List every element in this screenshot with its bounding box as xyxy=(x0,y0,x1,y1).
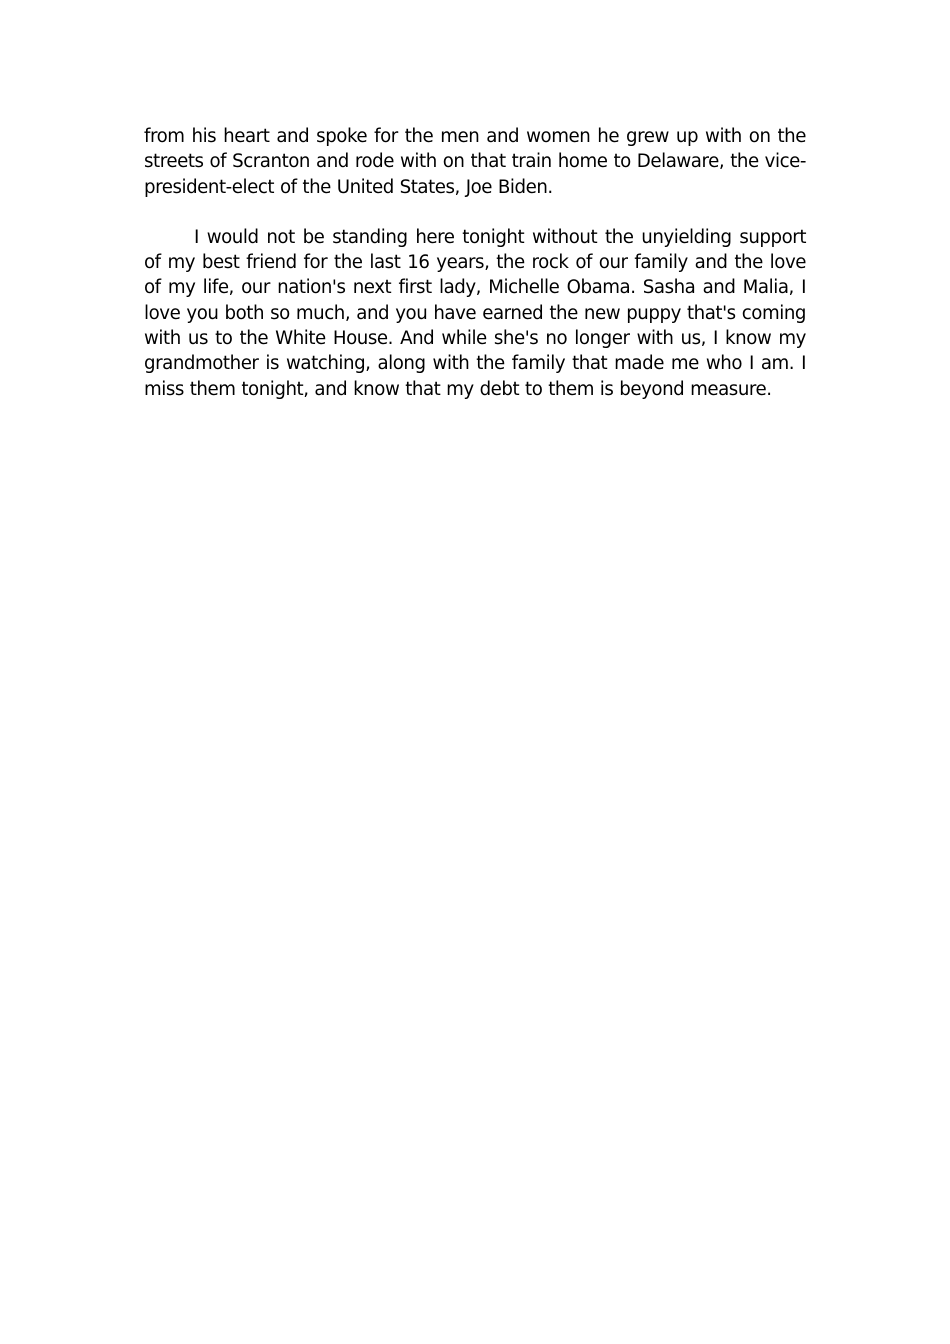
document-body xyxy=(144,124,806,402)
paragraph-indented: I would not be standing here tonight without the unyielding support of my best friend for the last 16 years, the rock of our family and the love of my life, our nation's next first lady, Michelle Obama. Sasha and Malia, I love you both so much, and you have earned the new puppy that's coming with us to the White House. And while she's no longer with us, I know my grandmother is watching, along with the family that made me who I am. I miss them tonight, and know that my debt to them is beyond measure. xyxy=(144,226,806,400)
paragraph-continued: from his heart and spoke for the men and women he grew up with on the streets of Scranton and rode with on that train home to Delaware, the vice-president-elect of the United States, Joe Biden. xyxy=(144,126,806,198)
